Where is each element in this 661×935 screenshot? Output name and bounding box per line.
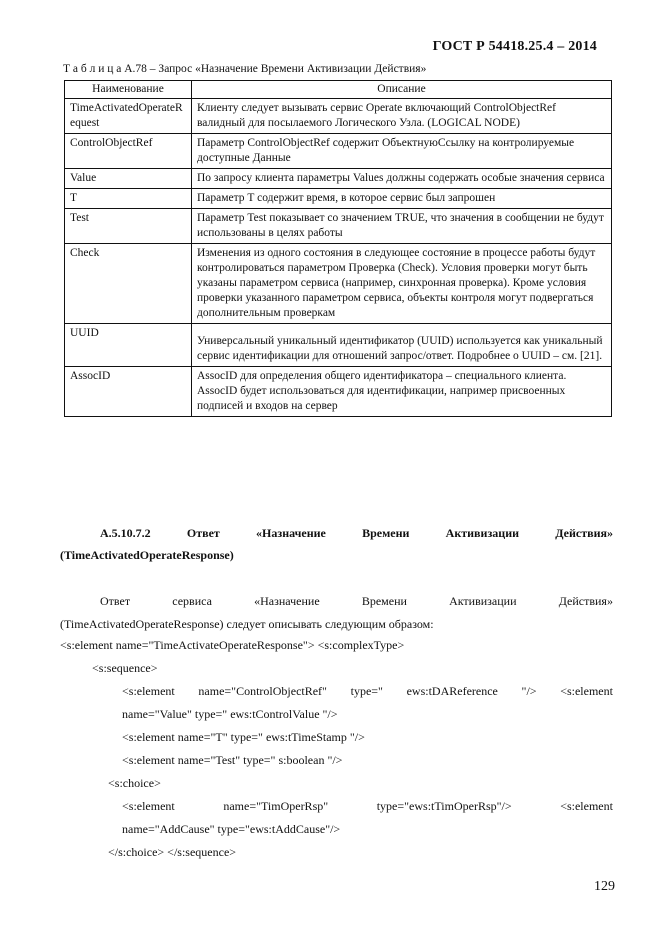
section-heading-line2: (TimeActivatedOperateResponse)	[60, 548, 234, 562]
row-description: Параметр Test показывает со значением TRUE, что значения в сообщении не будут использованы в целях работы	[192, 209, 612, 244]
table-row	[65, 189, 612, 209]
row-description: Изменения из одного состояния в следующее состояние в процессе работы будут контролироваться параметром Проверка (Check). Условия проверки могут быть указаны параметром сервиса (например, синхронная проверка). Кроме условия проверки указанного параметром сервиса, объекты контроля могут подвергаться дополнительным проверкам	[192, 244, 612, 324]
table-row	[65, 244, 612, 324]
row-name: T	[65, 189, 192, 209]
section-heading-line: A.5.10.7.2 Ответ «Назначение Времени Активизации Действия»	[60, 522, 613, 544]
row-name: ControlObjectRef	[65, 134, 192, 169]
code-line: <s:choice>	[108, 776, 161, 790]
table-row	[65, 169, 612, 189]
row-name: Test	[65, 209, 192, 244]
document-header: ГОСТ Р 54418.25.4 – 2014	[432, 39, 597, 54]
code-line: <s:element name="ControlObjectRef" type=" ews:tDAReference "/> <s:element	[122, 684, 613, 698]
row-description: Клиенту следует вызывать сервис Operate включающий ControlObjectRef валидный для посылаемого Логического Узла. (LOGICAL NODE)	[192, 99, 612, 134]
row-description: Параметр T содержит время, в которое сервис был запрошен	[192, 189, 612, 209]
section-number: A.5.10.7.2	[100, 526, 151, 540]
table-row	[65, 209, 612, 244]
section-heading	[60, 522, 613, 566]
code-line: <s:element name="Test" type=" s:boolean "/>	[122, 753, 343, 767]
column-header-name: Наименование	[65, 81, 192, 99]
code-line: <s:sequence>	[92, 661, 158, 675]
row-name: Value	[65, 169, 192, 189]
paragraph-line2: (TimeActivatedOperateResponse) следует описывать следующим образом:	[60, 617, 434, 631]
code-line: name="AddCause" type="ews:tAddCause"/>	[122, 822, 341, 836]
parameters-table	[64, 80, 612, 417]
code-line: <s:element name="T" type=" ews:tTimeStamp "/>	[122, 730, 365, 744]
code-line: name="Value" type=" ews:tControlValue "/>	[122, 707, 338, 721]
row-description: AssocID для определения общего идентификатора – специального клиента. AssocID будет использоваться для идентификации, например присвоенных подписей и входов на сервер	[192, 367, 612, 417]
table-row	[65, 324, 612, 367]
page-number: 129	[594, 879, 615, 894]
row-description: Универсальный уникальный идентификатор (UUID) используется как уникальный сервис идентификации для отношений запрос/ответ. Подробнее о UUID – см. [21].	[192, 324, 612, 367]
row-name: TimeActivatedOperateRequest	[65, 99, 192, 134]
paragraph-line: Ответ сервиса «Назначение Времени Активизации Действия»	[100, 594, 613, 608]
row-name: AssocID	[65, 367, 192, 417]
table-row	[65, 134, 612, 169]
row-description: Параметр ControlObjectRef содержит ОбъектнуюСсылку на контролируемые доступные Данные	[192, 134, 612, 169]
row-name: UUID	[65, 324, 192, 367]
code-line: <s:element name="TimOperRsp" type="ews:tTimOperRsp"/> <s:element	[122, 799, 613, 813]
row-description: По запросу клиента параметры Values должны содержать особые значения сервиса	[192, 169, 612, 189]
table-header-row	[65, 81, 612, 99]
table-row	[65, 99, 612, 134]
row-name: Check	[65, 244, 192, 324]
xml-schema-code	[60, 634, 613, 864]
code-line: <s:element name="TimeActivateOperateResponse"> <s:complexType>	[60, 638, 405, 652]
body-paragraph	[60, 590, 613, 636]
table-row	[65, 367, 612, 417]
code-line: </s:choice> </s:sequence>	[108, 845, 237, 859]
table-caption: Т а б л и ц а A.78 – Запрос «Назначение Времени Активизации Действия»	[63, 63, 427, 75]
column-header-description: Описание	[192, 81, 612, 99]
